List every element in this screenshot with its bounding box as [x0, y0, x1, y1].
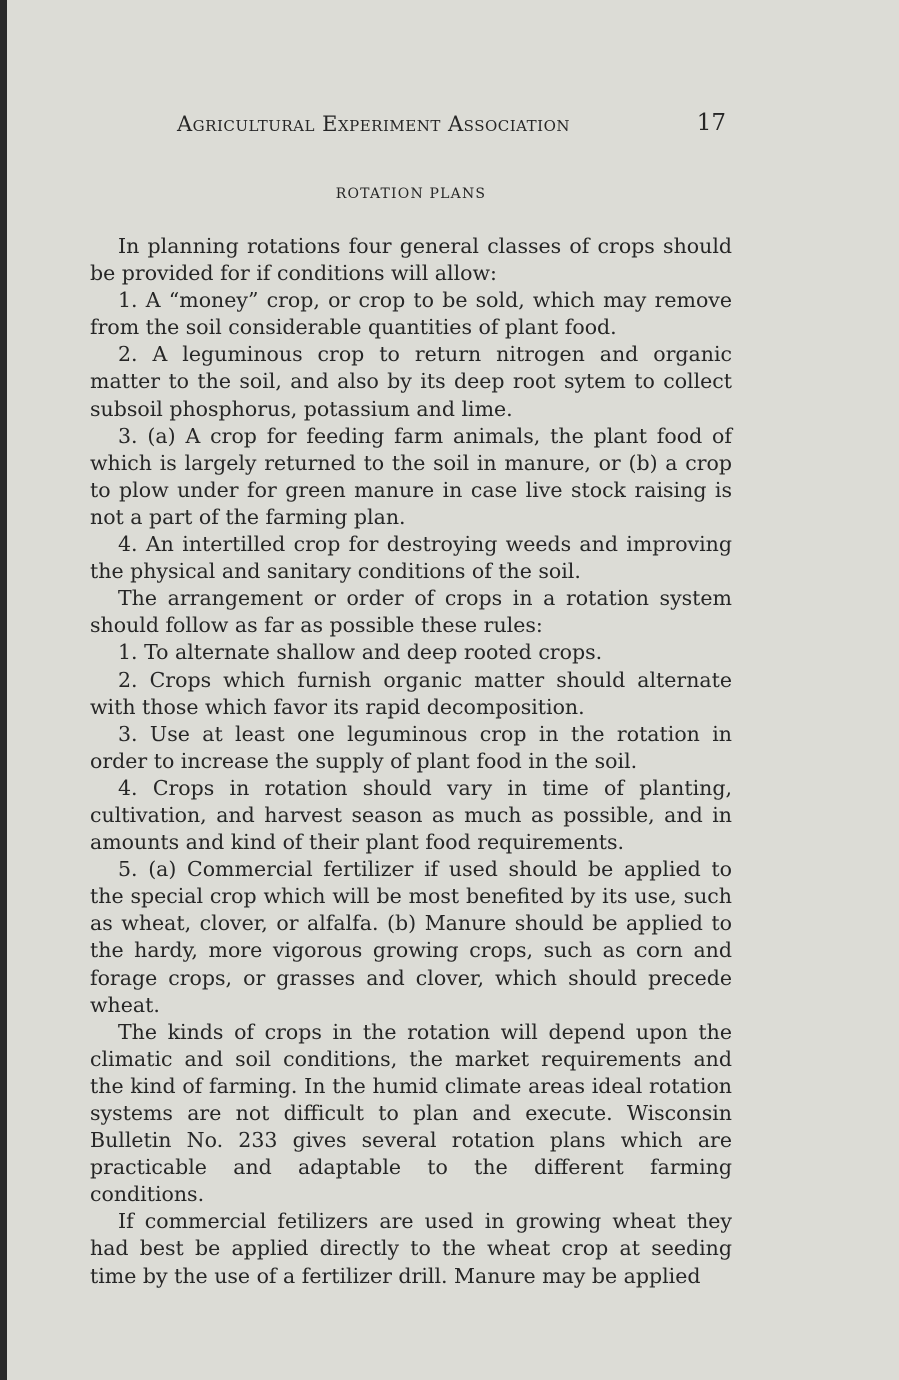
section-title: ROTATION PLANS: [335, 186, 487, 202]
body-text: [90, 233, 732, 1290]
running-header: [90, 112, 732, 142]
paragraph: 2. A leguminous crop to return nitrogen and organic matter to the soil, and also by its deep root sytem to collect subsoil phosphorus, potassium and lime.: [90, 342, 732, 421]
paragraph: 5. (a) Commercial fertilizer if used should be applied to the special crop which will be most benefited by its use, such as wheat, clover, or alfalfa. (b) Manure should be applied to the hardy, more vigorous growing crops, such as corn and forage crops, or grasses and clover, which should precede wheat.: [90, 857, 732, 1017]
paragraph: 3. Use at least one leguminous crop in the rotation in order to increase the supply of plant food in the soil.: [90, 721, 732, 773]
paragraph: 1. A “money” crop, or crop to be sold, which may remove from the soil considerable quantities of plant food.: [90, 288, 732, 340]
page-number: 17: [696, 110, 726, 136]
paragraph: The arrangement or order of crops in a rotation system should follow as far as possible these rules:: [90, 586, 732, 638]
paragraph: 3. (a) A crop for feeding farm animals, the plant food of which is largely returned to the soil in manure, or (b) a crop to plow under for green manure in case live stock raising is not a part of the farming plan.: [90, 423, 732, 529]
paragraph: The kinds of crops in the rotation will depend upon the climatic and soil conditions, the market requirements and the kind of farming. In the humid climate areas ideal rotation systems are not difficult to plan and execute. Wisconsin Bulletin No. 233 gives several rotation plans which are practicable and adaptable to the different farming conditions.: [90, 1019, 732, 1207]
paragraph: 4. Crops in rotation should vary in time of planting, cultivation, and harvest season as much as possible, and in amounts and kind of their plant food requirements.: [90, 775, 732, 855]
paragraph: 1. To alternate shallow and deep rooted crops.: [118, 640, 603, 665]
paragraph: 2. Crops which furnish organic matter should alternate with those which favor its rapid decomposition.: [90, 667, 732, 719]
paragraph: 4. An intertilled crop for destroying weeds and improving the physical and sanitary conditions of the soil.: [90, 532, 732, 584]
page-binding-edge: [0, 0, 7, 1380]
paragraph: In planning rotations four general classes of crops should be provided for if conditions will allow:: [90, 234, 732, 286]
running-title: Agricultural Experiment Association: [177, 112, 571, 136]
paragraph: If commercial fetilizers are used in growing wheat they had best be applied directly to the wheat crop at seeding time by the use of a fertilizer drill. Manure may be applied: [90, 1209, 732, 1288]
